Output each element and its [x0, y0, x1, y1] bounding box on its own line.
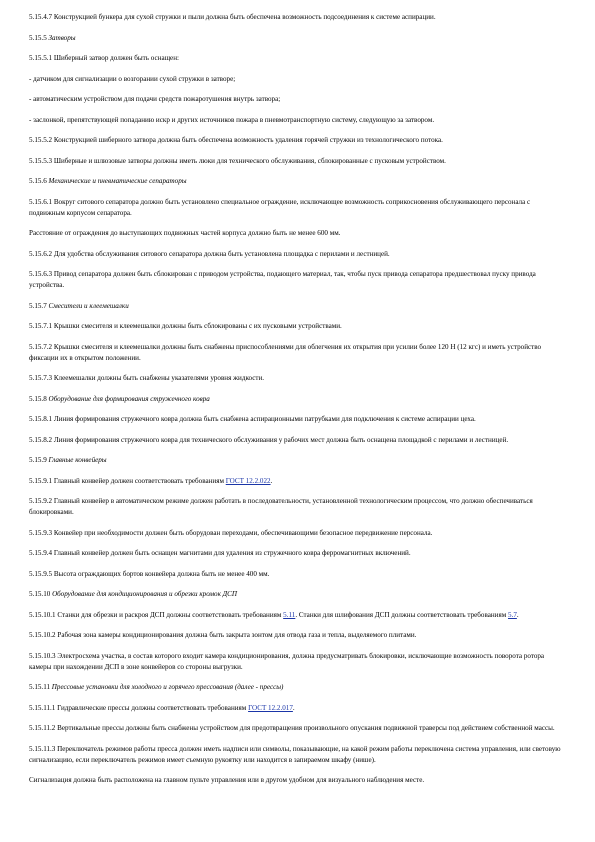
paragraph-5-15-11-1: [29, 703, 564, 714]
paragraph-bullet-2: [29, 94, 564, 105]
paragraph-5-15-6-1: [29, 197, 564, 219]
paragraph-text: . Станки для шлифования ДСП должны соответствовать требованиям: [295, 610, 508, 619]
reference-link[interactable]: 5.7: [508, 610, 517, 619]
paragraph-text: 5.15.11: [29, 683, 52, 691]
paragraph-5-15-8-2: [29, 435, 564, 446]
paragraph-text: 5.15.11.3 Переключатель режимов работы пресса должен иметь надписи или символы, показывающие, на какой режим работы переключена система управления, или световую сигнализацию, если переключатель режимов имеет съемную рукоятку или находится в запираемом шкафу (нише).: [29, 744, 561, 764]
paragraph-5-15-9: [29, 455, 564, 466]
paragraph-text: 5.15.7.3 Клеемешалки должны быть снабжены указателями уровня жидкости.: [29, 374, 265, 382]
section-title: Оборудование для кондиционирования и обрезки кромок ДСП: [52, 590, 238, 598]
paragraph-text: 5.15.5.3 Шиберные и шлюзовые затворы должны иметь люки для технического обслуживания, сблокированные с пусковым устройством.: [29, 156, 446, 165]
paragraph-5-15-6: [29, 176, 564, 187]
paragraph-text: - автоматическим устройством для подачи средств пожаротушения внутрь затвора;: [29, 95, 281, 103]
paragraph-5-15-4-7: [29, 12, 564, 23]
paragraph-text: 5.15.6.2 Для удобства обслуживания ситового сепаратора должна быть установлена площадка с перилами и лестницей.: [29, 249, 390, 258]
reference-link[interactable]: ГОСТ 12.2.017: [248, 703, 293, 712]
reference-link[interactable]: ГОСТ 12.2.022: [225, 476, 271, 485]
paragraph-5-15-7-2: [29, 342, 564, 364]
document-page: [29, 12, 564, 796]
paragraph-text: Расстояние от ограждения до выступающих подвижных частей корпуса должно быть не менее 600 мм.: [29, 229, 341, 237]
paragraph-text: 5.15.6.3 Привод сепаратора должен быть сблокирован с приводом устройства, подающего материал, так, чтобы пуск привода сепаратора предшествовал пуску привода устройства.: [29, 270, 536, 289]
paragraph-5-15-5-1: [29, 53, 564, 64]
paragraph-5-15-8-1: [29, 414, 564, 425]
section-title: Смесители и клеемешалки: [48, 301, 129, 310]
section-title: Прессовые установки для холодного и горячего прессования (далее - прессы): [51, 683, 284, 691]
paragraph-bullet-3: [29, 115, 564, 126]
paragraph-5-15-6-3: [29, 269, 564, 291]
paragraph-text: 5.15.10.1 Станки для обрезки и раскроя ДСП должны соответствовать требованиям: [29, 610, 284, 619]
paragraph-text: 5.15.10.2 Рабочая зона камеры кондиционирования должна быть закрыта зонтом для отвода газа и тепла, выделяемого плитами.: [29, 631, 417, 639]
paragraph-5-15-5: [29, 33, 564, 44]
reference-link[interactable]: 5.11: [283, 610, 296, 619]
paragraph-5-15-11-2: [29, 723, 564, 734]
paragraph-5-15-9-4: [29, 548, 564, 559]
paragraph-text: 5.15.8.1 Линия формирования стружечного ковра должна быть снабжена аспирационными патрубками для подключения к системе аспирации цеха.: [29, 415, 476, 423]
paragraph-text: 5.15.10: [29, 590, 53, 598]
paragraph-5-15-5-3: [29, 156, 564, 167]
paragraph-text: 5.15.11.1 Гидравлические прессы должны соответствовать требованиям: [29, 703, 249, 712]
paragraph-5-15-9-1: [29, 476, 564, 487]
paragraph-distance: [29, 228, 564, 239]
paragraph-5-15-7: [29, 301, 564, 312]
paragraph-text: 5.15.7: [29, 301, 49, 310]
paragraph-text: 5.15.9.4 Главный конвейер должен быть оснащен магнитами для удаления из стружечного ковра ферромагнитных включений.: [29, 549, 411, 557]
paragraph-text: - заслонкой, препятствующей попаданию искр и других источников пожара в пневмотранспортную систему, следующую за затвором.: [29, 115, 435, 124]
paragraph-text: 5.15.7.2 Крышки смесителя и клеемешалки должны быть снабжены приспособлениями для облегчения их открытия при усилии более 120 Н (12 кгс) и иметь устройство фиксации их в открытом положении.: [29, 342, 542, 362]
paragraph-5-15-8: [29, 394, 564, 405]
paragraph-5-15-5-2: [29, 135, 564, 146]
paragraph-text: 5.15.5: [29, 33, 49, 42]
paragraph-text: 5.15.8: [29, 394, 49, 403]
paragraph-text: 5.15.9.1 Главный конвейер должен соответствовать требованиям: [29, 476, 226, 485]
paragraph-text: .: [270, 476, 273, 485]
paragraph-text: 5.15.5.1 Шиберный затвор должен быть оснащен:: [29, 54, 179, 62]
paragraph-text: - датчиком для сигнализации о возгорании сухой стружки в затворе;: [29, 74, 236, 83]
paragraph-5-15-10-2: [29, 630, 564, 641]
paragraph-5-15-10-3: [29, 651, 564, 673]
paragraph-text: .: [516, 610, 519, 619]
paragraph-5-15-9-3: [29, 528, 564, 539]
section-title: Затворы: [48, 33, 76, 42]
section-title: Главные конвейеры: [48, 456, 107, 464]
paragraph-text: 5.15.4.7 Конструкцией бункера для сухой стружки и пыли должна быть обеспечена возможность подсоединения к системе аспирации.: [29, 13, 436, 21]
paragraph-text: .: [292, 703, 295, 712]
paragraph-5-15-10: [29, 589, 564, 600]
paragraph-text: 5.15.9.3 Конвейер при необходимости должен быть оборудован переходами, обеспечивающими безопасное передвижение персонала.: [29, 528, 433, 537]
paragraph-5-15-11: [29, 682, 564, 693]
paragraph-text: 5.15.6: [29, 177, 49, 185]
paragraph-text: 5.15.5.2 Конструкцией шиберного затвора должна быть обеспечена возможность удаления горячей стружки из технологического потока.: [29, 136, 443, 144]
paragraph-text: 5.15.6.1 Вокруг ситового сепаратора должно быть установлено специальное ограждение, исключающее возможность соприкосновения обслуживающего персонала с подвижным корпусом сепаратора.: [29, 197, 531, 217]
paragraph-text: Сигнализация должна быть расположена на главном пульте управления или в другом удобном для визуального наблюдения месте.: [29, 776, 425, 784]
paragraph-5-15-10-1: [29, 610, 564, 621]
section-title: Механические и пневматические сепараторы: [48, 177, 187, 185]
paragraph-5-15-7-3: [29, 373, 564, 384]
paragraph-text: 5.15.9: [29, 456, 49, 464]
paragraph-text: 5.15.10.3 Электросхема участка, в состав которого входит камера кондиционирования, должна предусматривать блокировки, исключающие возможность поворота ротора камеры при нахождении ДСП в зоне конвейеров со стороны выгрузки.: [29, 651, 545, 671]
paragraph-bullet-1: [29, 74, 564, 85]
paragraph-text: 5.15.9.5 Высота ограждающих бортов конвейера должна быть не менее 400 мм.: [29, 569, 270, 578]
paragraph-5-15-9-2: [29, 496, 564, 518]
paragraph-5-15-11-3: [29, 744, 564, 766]
section-title: Оборудование для формирования стружечного ковра: [48, 394, 210, 403]
paragraph-5-15-9-5: [29, 569, 564, 580]
paragraph-signal: [29, 775, 564, 786]
paragraph-5-15-7-1: [29, 321, 564, 332]
paragraph-5-15-6-2: [29, 249, 564, 260]
paragraph-text: 5.15.7.1 Крышки смесителя и клеемешалки должны быть сблокированы с их пусковыми устройствами.: [29, 322, 342, 330]
paragraph-text: 5.15.9.2 Главный конвейер в автоматическом режиме должен работать в последовательности, установленной технологическим процессом, что должно обеспечиваться блокировками.: [29, 497, 533, 516]
paragraph-text: 5.15.11.2 Вертикальные прессы должны быть снабжены устройством для предотвращения произвольного опускания подвижной траверсы под действием собственной массы.: [29, 724, 555, 732]
paragraph-text: 5.15.8.2 Линия формирования стружечного ковра для технического обслуживания у рабочих мест должна быть оснащена площадкой с перилами и лестницей.: [29, 435, 509, 444]
